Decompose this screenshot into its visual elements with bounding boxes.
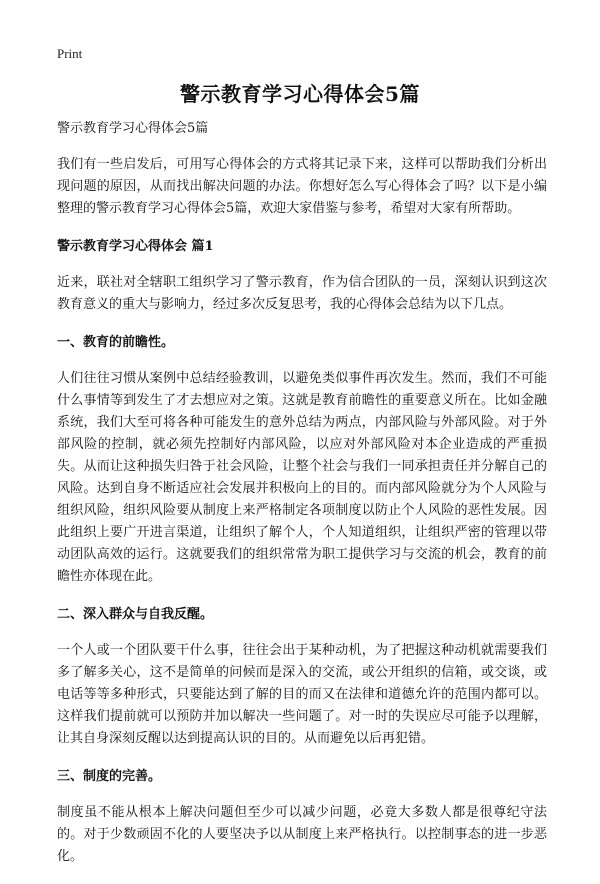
point-heading-2: 二、深入群众与自我反醒。 bbox=[57, 607, 214, 622]
point-heading-3: 三、制度的完善。 bbox=[57, 769, 162, 784]
section-heading: 警示教育学习心得体会 篇1 bbox=[57, 239, 214, 254]
document-subtitle: 警示教育学习心得体会5篇 bbox=[57, 121, 209, 136]
print-label: Print bbox=[57, 46, 83, 61]
section-intro-paragraph: 近来，联社对全辖职工组织学习了警示教育，作为信合团队的一员，深刻认识到这次教育意义的重大与影响力，经过多次反复思考，我的心得体会总结为以下几点。 bbox=[57, 275, 547, 312]
intro-paragraph: 我们有一些启发后，可用写心得体会的方式将其记录下来，这样可以帮助我们分析出现问题的原因，从而找出解决问题的办法。你想好怎么写心得体会了吗？以下是小编整理的警示教育学习心得体会5篇，欢迎大家借鉴与参考，希望对大家有所帮助。 bbox=[57, 157, 547, 216]
point-heading-1: 一、教育的前瞻性。 bbox=[57, 335, 175, 350]
document-title: 警示教育学习心得体会5篇 bbox=[180, 82, 420, 106]
point-body-1: 人们往往习惯从案例中总结经验教训，以避免类似事件再次发生。然而，我们不可能什么事情等到发生了才去想应对之策。这就是教育前瞻性的重要意义所在。比如金融系统，我们大至可将各种可能发生的意外总结为两点，内部风险与外部风险。对于外部风险的控制，就必须先控制好内部风险，以应对外部风险对本企业造成的严重损失。从而让这种损失归咎于社会风险，让整个社会与我们一同承担责任并分解自己的风险。达到自身不断适应社会发展并积极向上的目的。而内部风险就分为个人风险与组织风险，组织风险要从制度上来严格制定各项制度以防止个人风险的恶性发展。因此组织上要广开进言渠道，让组织了解个人，个人知道组织，让组织严密的管理以带动团队高效的运行。这就要我们的组织常常为职工提供学习与交流的机会，教育的前瞻性亦体现在此。 bbox=[57, 371, 547, 584]
point-body-2: 一个人或一个团队要干什么事，往往会出于某种动机，为了把握这种动机就需要我们多了解多关心，这不是简单的问候而是深入的交流，或公开组织的信箱，或交谈，或电话等等多种形式，只要能达到了解的目的而又在法律和道德允许的范围内都可以。这样我们提前就可以预防并加以解决一些问题了。对一时的失误应尽可能予以理解，让其自身深刻反醒以达到提高认识的目的。从而避免以后再犯错。 bbox=[57, 643, 547, 746]
document-body bbox=[57, 118, 547, 884]
point-body-3: 制度虽不能从根本上解决问题但至少可以减少问题，必竟大多数人都是很尊纪守法的。对于少数顽固不化的人要坚决予以从制度上来严格执行。以控制事态的进一步恶化。 bbox=[57, 805, 547, 864]
